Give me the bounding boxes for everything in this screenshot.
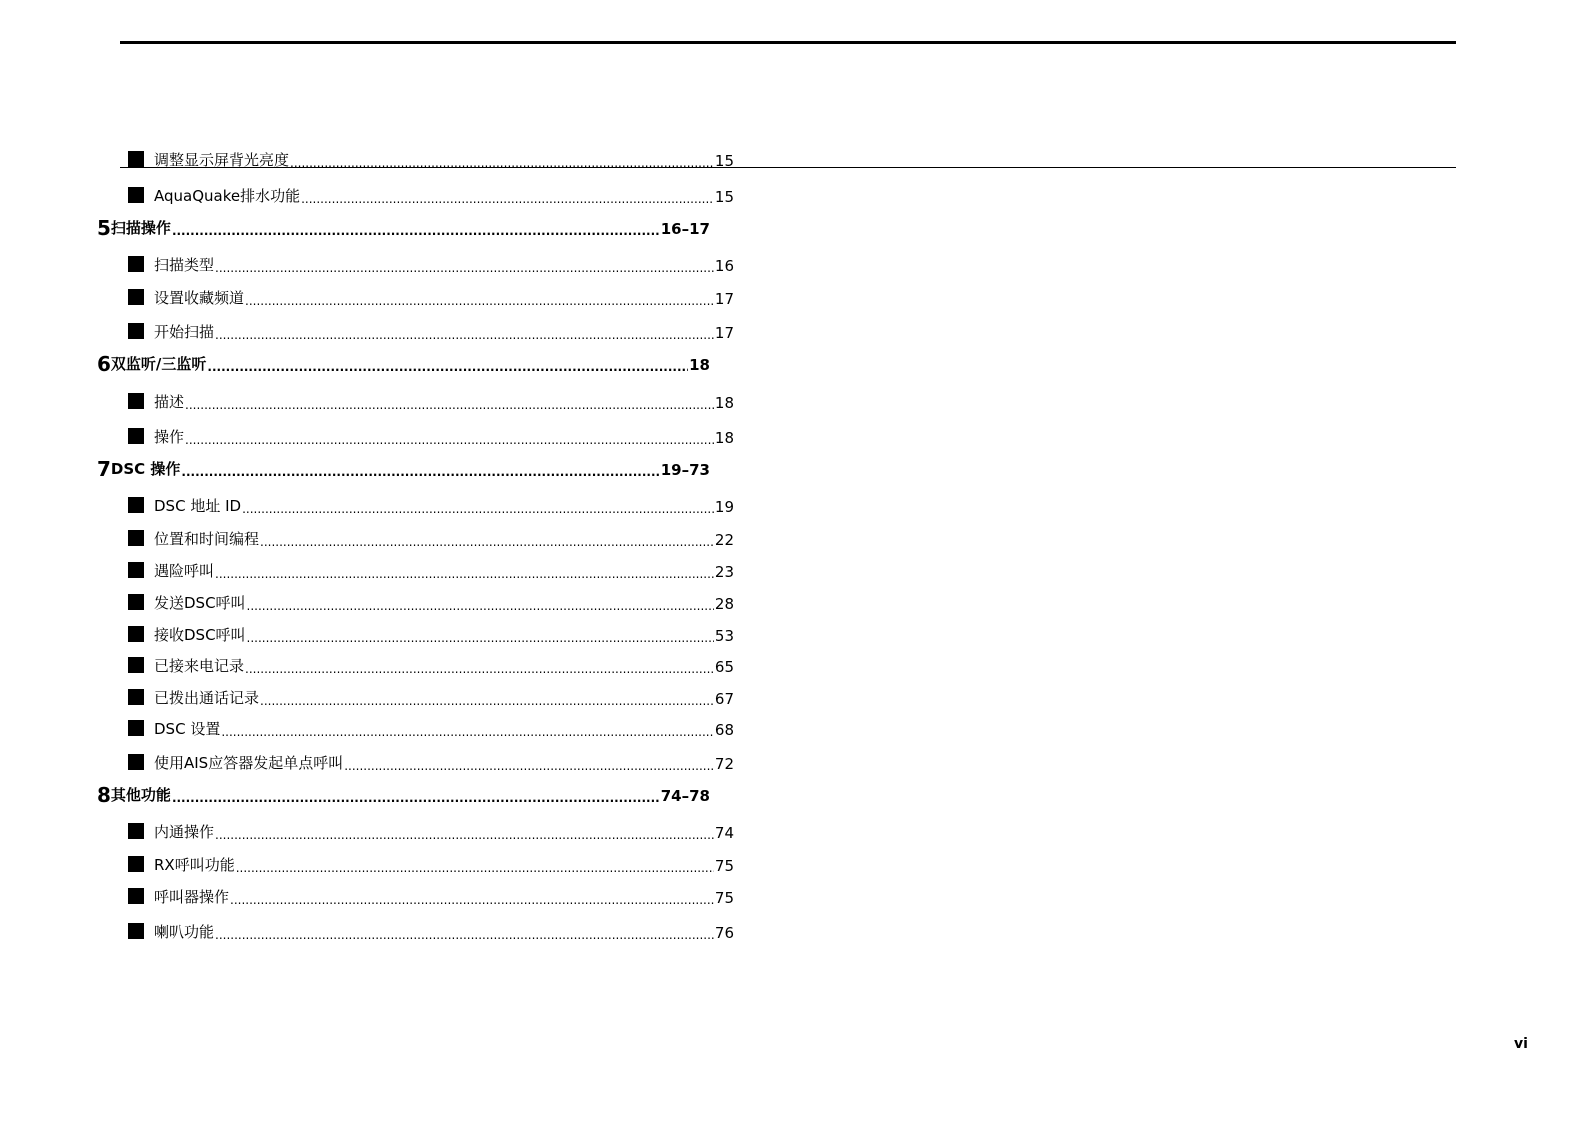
chapter-number: 6 (97, 352, 111, 376)
toc-section-entry[interactable] (128, 561, 734, 581)
toc-section-entry[interactable] (128, 150, 734, 170)
toc-page-number: 65 (714, 658, 734, 676)
bullet-square-icon (128, 823, 144, 839)
toc-page-number: 19 (714, 498, 734, 516)
toc-page-number: 75 (714, 857, 734, 875)
toc-section-entry[interactable] (128, 255, 734, 275)
toc-section-entry[interactable] (128, 753, 734, 773)
toc-section-entry[interactable] (128, 922, 734, 942)
toc-section-entry[interactable] (128, 529, 734, 549)
dot-leader (290, 156, 714, 170)
toc-page-number: 74 (714, 824, 734, 842)
table-of-contents (0, 0, 800, 1000)
chapter-number: 7 (97, 457, 111, 481)
dot-leader (172, 224, 660, 238)
toc-entry-label: 接收DSC呼叫 (154, 626, 246, 644)
toc-page-number: 15 (714, 152, 734, 170)
toc-page-number: 74–78 (660, 787, 710, 805)
toc-page-number: 18 (689, 356, 710, 374)
dot-leader (181, 465, 659, 479)
dot-leader (236, 861, 714, 875)
dot-leader (245, 294, 714, 308)
toc-section-entry[interactable] (128, 392, 734, 412)
bullet-square-icon (128, 289, 144, 305)
toc-entry-label: 开始扫描 (154, 323, 215, 341)
dot-leader (215, 261, 714, 275)
dot-leader (185, 398, 714, 412)
dot-leader (185, 433, 714, 447)
toc-chapter-entry[interactable] (97, 354, 710, 374)
toc-entry-label: 调整显示屏背光亮度 (154, 151, 290, 169)
toc-page-number: 17 (714, 324, 734, 342)
toc-page-number: 16–17 (660, 220, 710, 238)
toc-entry-label: 喇叭功能 (154, 923, 215, 941)
toc-entry-label: 操作 (154, 428, 185, 446)
dot-leader (245, 662, 714, 676)
toc-entry-label: RX呼叫功能 (154, 856, 235, 874)
toc-entry-label: 已接来电记录 (154, 657, 245, 675)
toc-entry-label: 扫描类型 (154, 256, 215, 274)
toc-section-entry[interactable] (128, 855, 734, 875)
toc-section-entry[interactable] (128, 625, 734, 645)
dot-leader (172, 791, 660, 805)
toc-page-number: 16 (714, 257, 734, 275)
toc-entry-label: 内通操作 (154, 823, 215, 841)
toc-entry-label: AquaQuake排水功能 (154, 187, 301, 205)
bullet-square-icon (128, 323, 144, 339)
toc-section-entry[interactable] (128, 688, 734, 708)
bullet-square-icon (128, 530, 144, 546)
dot-leader (247, 599, 714, 613)
toc-entry-label: 已拨出通话记录 (154, 689, 260, 707)
toc-entry-label: 其他功能 (110, 786, 171, 804)
toc-entry-label: 遇险呼叫 (154, 562, 215, 580)
toc-entry-label: 双监听/三监听 (110, 355, 207, 373)
bullet-square-icon (128, 151, 144, 167)
bullet-square-icon (128, 754, 144, 770)
bullet-square-icon (128, 689, 144, 705)
toc-chapter-entry[interactable] (97, 218, 710, 238)
toc-page-number: 23 (714, 563, 734, 581)
toc-page-number: 17 (714, 290, 734, 308)
bullet-square-icon (128, 856, 144, 872)
bullet-square-icon (128, 187, 144, 203)
toc-entry-label: 描述 (154, 393, 185, 411)
dot-leader (242, 502, 714, 516)
toc-page-number: 18 (714, 429, 734, 447)
toc-page-number: 75 (714, 889, 734, 907)
toc-section-entry[interactable] (128, 288, 734, 308)
bullet-square-icon (128, 497, 144, 513)
toc-section-entry[interactable] (128, 593, 734, 613)
dot-leader (260, 535, 714, 549)
toc-section-entry[interactable] (128, 496, 734, 516)
toc-page-number: 28 (714, 595, 734, 613)
toc-page-number: 53 (714, 627, 734, 645)
toc-page-number: 19–73 (660, 461, 710, 479)
toc-entry-label: 位置和时间编程 (154, 530, 260, 548)
toc-page-number: 72 (714, 755, 734, 773)
bullet-square-icon (128, 594, 144, 610)
toc-section-entry[interactable] (128, 322, 734, 342)
toc-chapter-entry[interactable] (97, 459, 710, 479)
dot-leader (301, 192, 714, 206)
dot-leader (221, 725, 714, 739)
toc-page-number: 67 (714, 690, 734, 708)
toc-entry-label: DSC 地址 ID (154, 497, 242, 515)
chapter-number: 8 (97, 783, 111, 807)
toc-chapter-entry[interactable] (97, 785, 710, 805)
toc-section-entry[interactable] (128, 427, 734, 447)
bullet-square-icon (128, 256, 144, 272)
toc-entry-label: DSC 操作 (110, 460, 181, 478)
bullet-square-icon (128, 720, 144, 736)
toc-section-entry[interactable] (128, 656, 734, 676)
toc-entry-label: 扫描操作 (110, 219, 171, 237)
toc-page-number: 18 (714, 394, 734, 412)
chapter-number: 5 (97, 216, 111, 240)
dot-leader (260, 694, 714, 708)
toc-entry-label: 设置收藏频道 (154, 289, 245, 307)
dot-leader (344, 759, 714, 773)
dot-leader (215, 567, 714, 581)
bullet-square-icon (128, 562, 144, 578)
bullet-square-icon (128, 393, 144, 409)
toc-section-entry[interactable] (128, 887, 734, 907)
bullet-square-icon (128, 888, 144, 904)
toc-page-number: 68 (714, 721, 734, 739)
toc-entry-label: 使用AIS应答器发起单点呼叫 (154, 754, 344, 772)
bullet-square-icon (128, 657, 144, 673)
toc-entry-label: DSC 设置 (154, 720, 221, 738)
toc-entry-label: 呼叫器操作 (154, 888, 230, 906)
dot-leader (215, 828, 714, 842)
toc-section-entry[interactable] (128, 186, 734, 206)
bullet-square-icon (128, 626, 144, 642)
toc-page-number: 15 (714, 188, 734, 206)
toc-section-entry[interactable] (128, 719, 734, 739)
toc-entry-label: 发送DSC呼叫 (154, 594, 246, 612)
dot-leader (207, 360, 688, 374)
dot-leader (215, 328, 714, 342)
toc-page-number: 22 (714, 531, 734, 549)
toc-page-number: 76 (714, 924, 734, 942)
dot-leader (247, 631, 714, 645)
page-number: vi (1514, 1036, 1528, 1052)
bullet-square-icon (128, 923, 144, 939)
toc-section-entry[interactable] (128, 822, 734, 842)
bullet-square-icon (128, 428, 144, 444)
dot-leader (215, 928, 714, 942)
dot-leader (230, 893, 714, 907)
